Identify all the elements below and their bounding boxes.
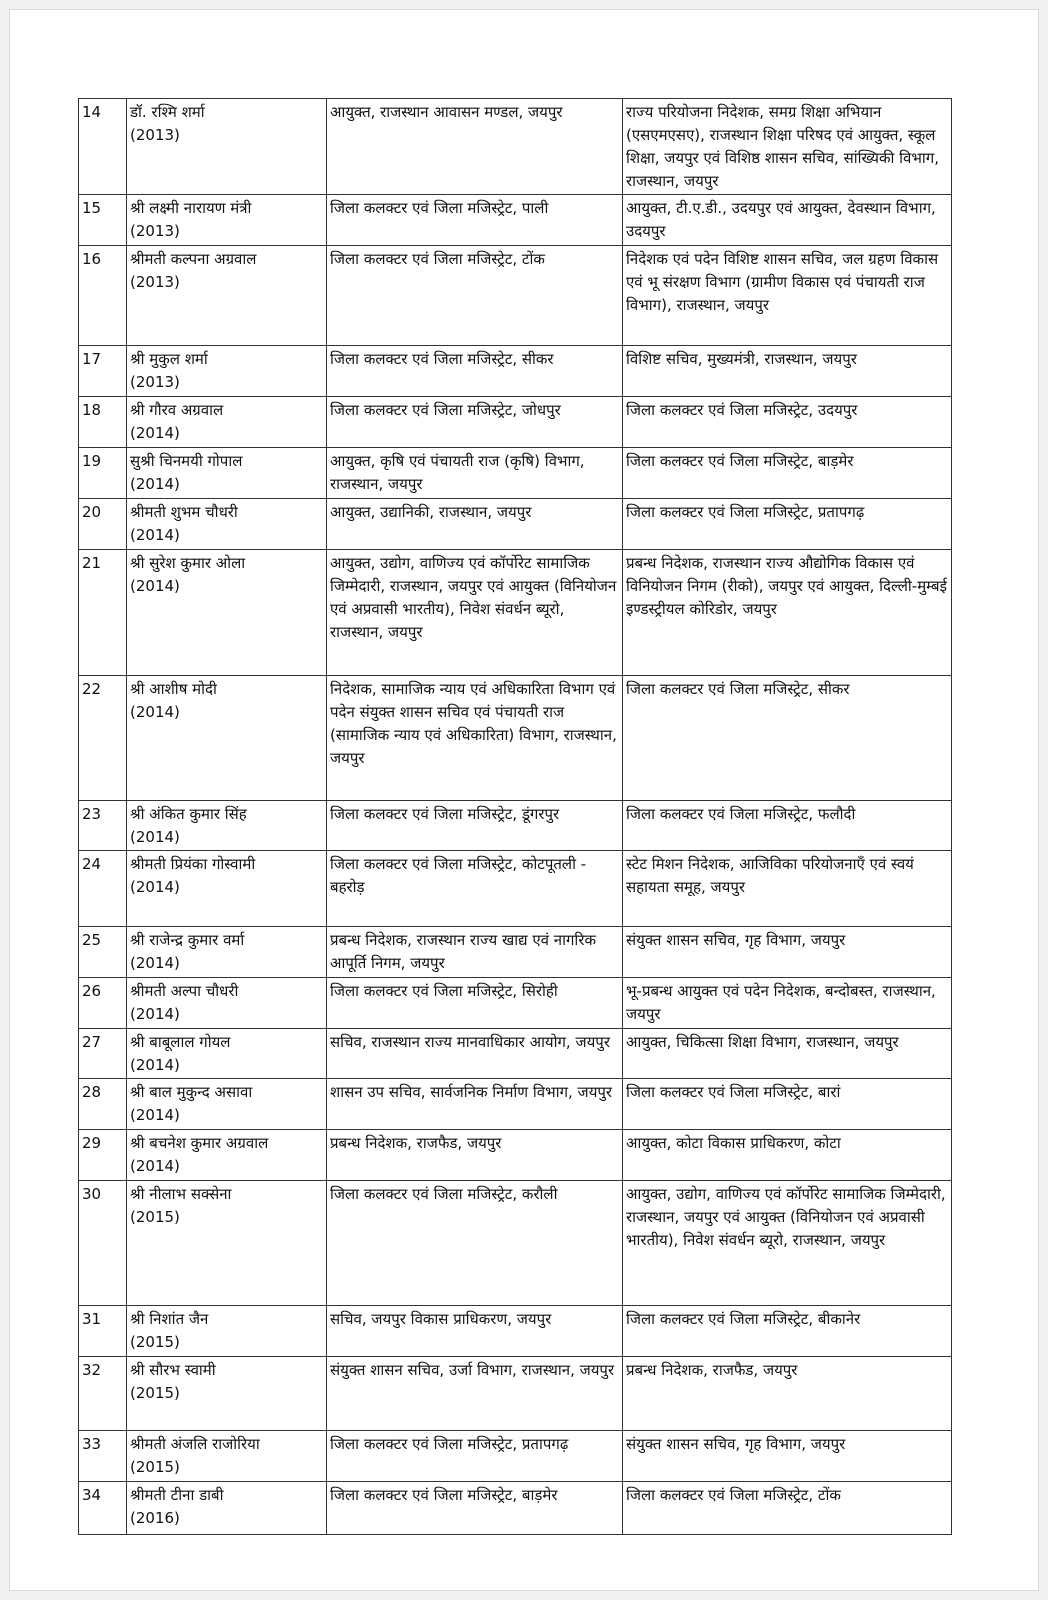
officer-cell (127, 1431, 327, 1482)
serial-number: 18 (79, 397, 127, 448)
table-row (79, 1431, 952, 1482)
serial-number: 26 (79, 978, 127, 1029)
batch-year: (2015) (130, 1384, 180, 1402)
current-posting: जिला कलक्टर एवं जिला मजिस्ट्रेट, जोधपुर (327, 397, 623, 448)
officer-name: श्रीमती कल्पना अग्रवाल (130, 250, 257, 268)
table-row (79, 1357, 952, 1431)
new-posting: विशिष्ट सचिव, मुख्यमंत्री, राजस्थान, जयपुर (623, 346, 952, 397)
officer-name: डॉ. रश्मि शर्मा (130, 103, 205, 121)
table-row (79, 99, 952, 195)
new-posting: जिला कलक्टर एवं जिला मजिस्ट्रेट, फलौदी (623, 801, 952, 851)
new-posting: आयुक्त, उद्योग, वाणिज्य एवं कॉर्पोरेट सामाजिक जिम्मेदारी, राजस्थान, जयपुर एवं आयुक्त (विनियोजन एवं अप्रवासी भारतीय), निवेश संवर्धन ब्यूरो, राजस्थान, जयपुर (623, 1181, 952, 1306)
new-posting: राज्य परियोजना निदेशक, समग्र शिक्षा अभियान (एसएमएसए), राजस्थान शिक्षा परिषद एवं आयुक्त, स्कूल शिक्षा, जयपुर एवं विशिष्ठ शासन सचिव, सांख्यिकी विभाग, राजस्थान, जयपुर (623, 99, 952, 195)
serial-number: 16 (79, 246, 127, 346)
table-row (79, 851, 952, 927)
new-posting: जिला कलक्टर एवं जिला मजिस्ट्रेट, उदयपुर (623, 397, 952, 448)
current-posting: जिला कलक्टर एवं जिला मजिस्ट्रेट, सिरोही (327, 978, 623, 1029)
serial-number: 15 (79, 195, 127, 246)
new-posting: प्रबन्ध निदेशक, राजस्थान राज्य औद्योगिक विकास एवं विनियोजन निगम (रीको), जयपुर एवं आयुक्त, दिल्ली-मुम्बई इण्डस्ट्रीयल कोरिडोर, जयपुर (623, 550, 952, 676)
current-posting: जिला कलक्टर एवं जिला मजिस्ट्रेट, करौली (327, 1181, 623, 1306)
new-posting: स्टेट मिशन निदेशक, आजिविका परियोजनाएँ एवं स्वयं सहायता समूह, जयपुर (623, 851, 952, 927)
officer-cell (127, 499, 327, 550)
table-row (79, 978, 952, 1029)
officer-cell (127, 397, 327, 448)
table-row (79, 499, 952, 550)
officer-cell (127, 346, 327, 397)
current-posting: संयुक्त शासन सचिव, उर्जा विभाग, राजस्थान, जयपुर (327, 1357, 623, 1431)
officer-cell (127, 1130, 327, 1181)
serial-number: 21 (79, 550, 127, 676)
officer-name: श्रीमती अल्पा चौधरी (130, 982, 239, 1000)
officer-name: श्री निशांत जैन (130, 1310, 209, 1328)
officer-cell (127, 676, 327, 801)
officer-name: श्री लक्ष्मी नारायण मंत्री (130, 199, 252, 217)
officer-cell (127, 1482, 327, 1535)
officer-cell (127, 978, 327, 1029)
batch-year: (2014) (130, 878, 180, 896)
officer-name: सुश्री चिनमयी गोपाल (130, 452, 243, 470)
batch-year: (2014) (130, 954, 180, 972)
new-posting: जिला कलक्टर एवं जिला मजिस्ट्रेट, सीकर (623, 676, 952, 801)
serial-number: 34 (79, 1482, 127, 1535)
batch-year: (2013) (130, 222, 180, 240)
officer-name: श्रीमती शुभम चौधरी (130, 503, 238, 521)
officer-name: श्री सुरेश कुमार ओला (130, 554, 246, 572)
officer-name: श्रीमती प्रियंका गोस्वामी (130, 855, 256, 873)
table-row (79, 1482, 952, 1535)
officer-name: श्री राजेन्द्र कुमार वर्मा (130, 931, 245, 949)
officer-cell (127, 448, 327, 499)
officer-name: श्री बाल मुकुन्द असावा (130, 1083, 253, 1101)
table-row (79, 448, 952, 499)
batch-year: (2015) (130, 1333, 180, 1351)
serial-number: 22 (79, 676, 127, 801)
new-posting: निदेशक एवं पदेन विशिष्ट शासन सचिव, जल ग्रहण विकास एवं भू संरक्षण विभाग (ग्रामीण विकास एवं पंचायती राज विभाग), राजस्थान, जयपुर (623, 246, 952, 346)
current-posting: जिला कलक्टर एवं जिला मजिस्ट्रेट, टोंक (327, 246, 623, 346)
new-posting: जिला कलक्टर एवं जिला मजिस्ट्रेट, बीकानेर (623, 1306, 952, 1357)
officer-name: श्री बचनेश कुमार अग्रवाल (130, 1134, 269, 1152)
new-posting: जिला कलक्टर एवं जिला मजिस्ट्रेट, बाड़मेर (623, 448, 952, 499)
officer-name: श्री अंकित कुमार सिंह (130, 805, 247, 823)
officer-cell (127, 1357, 327, 1431)
officer-name: श्री गौरव अग्रवाल (130, 401, 224, 419)
batch-year: (2014) (130, 1056, 180, 1074)
table-row (79, 1130, 952, 1181)
serial-number: 14 (79, 99, 127, 195)
serial-number: 25 (79, 927, 127, 978)
table-row (79, 801, 952, 851)
current-posting: प्रबन्ध निदेशक, राजफैड, जयपुर (327, 1130, 623, 1181)
officer-cell (127, 801, 327, 851)
table-row (79, 676, 952, 801)
batch-year: (2013) (130, 373, 180, 391)
table-row (79, 397, 952, 448)
serial-number: 19 (79, 448, 127, 499)
officer-cell (127, 851, 327, 927)
new-posting: संयुक्त शासन सचिव, गृह विभाग, जयपुर (623, 1431, 952, 1482)
current-posting: जिला कलक्टर एवं जिला मजिस्ट्रेट, पाली (327, 195, 623, 246)
current-posting: जिला कलक्टर एवं जिला मजिस्ट्रेट, डूंगरपुर (327, 801, 623, 851)
officer-cell (127, 1079, 327, 1130)
serial-number: 27 (79, 1029, 127, 1079)
table-row (79, 1079, 952, 1130)
current-posting: निदेशक, सामाजिक न्याय एवं अधिकारिता विभाग एवं पदेन संयुक्त शासन सचिव एवं पंचायती राज (सामाजिक न्याय एवं अधिकारिता) विभाग, राजस्थान, जयपुर (327, 676, 623, 801)
serial-number: 23 (79, 801, 127, 851)
table-row (79, 1306, 952, 1357)
officer-cell (127, 1306, 327, 1357)
officer-cell (127, 99, 327, 195)
serial-number: 32 (79, 1357, 127, 1431)
new-posting: जिला कलक्टर एवं जिला मजिस्ट्रेट, टोंक (623, 1482, 952, 1535)
batch-year: (2014) (130, 1106, 180, 1124)
current-posting: आयुक्त, उद्योग, वाणिज्य एवं कॉर्पोरेट सामाजिक जिम्मेदारी, राजस्थान, जयपुर एवं आयुक्त (विनियोजन एवं अप्रवासी भारतीय), निवेश संवर्धन ब्यूरो, राजस्थान, जयपुर (327, 550, 623, 676)
batch-year: (2014) (130, 703, 180, 721)
table-row (79, 550, 952, 676)
current-posting: जिला कलक्टर एवं जिला मजिस्ट्रेट, प्रतापगढ़ (327, 1431, 623, 1482)
current-posting: जिला कलक्टर एवं जिला मजिस्ट्रेट, कोटपूतली - बहरोड़ (327, 851, 623, 927)
current-posting: प्रबन्ध निदेशक, राजस्थान राज्य खाद्य एवं नागरिक आपूर्ति निगम, जयपुर (327, 927, 623, 978)
officer-cell (127, 1181, 327, 1306)
officer-name: श्री सौरभ स्वामी (130, 1361, 216, 1379)
table-row (79, 1029, 952, 1079)
new-posting: आयुक्त, टी.ए.डी., उदयपुर एवं आयुक्त, देवस्थान विभाग, उदयपुर (623, 195, 952, 246)
officer-cell (127, 246, 327, 346)
batch-year: (2014) (130, 577, 180, 595)
serial-number: 20 (79, 499, 127, 550)
batch-year: (2013) (130, 126, 180, 144)
new-posting: आयुक्त, कोटा विकास प्राधिकरण, कोटा (623, 1130, 952, 1181)
batch-year: (2014) (130, 424, 180, 442)
new-posting: आयुक्त, चिकित्सा शिक्षा विभाग, राजस्थान, जयपुर (623, 1029, 952, 1079)
table-row (79, 1181, 952, 1306)
new-posting: भू-प्रबन्ध आयुक्त एवं पदेन निदेशक, बन्दोबस्त, राजस्थान, जयपुर (623, 978, 952, 1029)
officer-name: श्रीमती टीना डाबी (130, 1486, 224, 1504)
serial-number: 28 (79, 1079, 127, 1130)
batch-year: (2016) (130, 1509, 180, 1527)
transfer-table (78, 98, 952, 1535)
officer-name: श्रीमती अंजलि राजोरिया (130, 1435, 260, 1453)
table-row (79, 346, 952, 397)
batch-year: (2015) (130, 1458, 180, 1476)
officer-cell (127, 550, 327, 676)
current-posting: आयुक्त, कृषि एवं पंचायती राज (कृषि) विभाग, राजस्थान, जयपुर (327, 448, 623, 499)
officer-name: श्री नीलाभ सक्सेना (130, 1185, 232, 1203)
batch-year: (2014) (130, 475, 180, 493)
officer-name: श्री आशीष मोदी (130, 680, 217, 698)
current-posting: जिला कलक्टर एवं जिला मजिस्ट्रेट, सीकर (327, 346, 623, 397)
serial-number: 31 (79, 1306, 127, 1357)
current-posting: आयुक्त, राजस्थान आवासन मण्डल, जयपुर (327, 99, 623, 195)
new-posting: जिला कलक्टर एवं जिला मजिस्ट्रेट, बारां (623, 1079, 952, 1130)
new-posting: प्रबन्ध निदेशक, राजफैड, जयपुर (623, 1357, 952, 1431)
current-posting: सचिव, राजस्थान राज्य मानवाधिकार आयोग, जयपुर (327, 1029, 623, 1079)
batch-year: (2014) (130, 1005, 180, 1023)
batch-year: (2014) (130, 828, 180, 846)
serial-number: 33 (79, 1431, 127, 1482)
serial-number: 17 (79, 346, 127, 397)
serial-number: 24 (79, 851, 127, 927)
officer-cell (127, 927, 327, 978)
table-row (79, 246, 952, 346)
serial-number: 29 (79, 1130, 127, 1181)
new-posting: जिला कलक्टर एवं जिला मजिस्ट्रेट, प्रतापगढ़ (623, 499, 952, 550)
serial-number: 30 (79, 1181, 127, 1306)
batch-year: (2014) (130, 1157, 180, 1175)
current-posting: आयुक्त, उद्यानिकी, राजस्थान, जयपुर (327, 499, 623, 550)
transfer-table-body (79, 99, 952, 1535)
officer-name: श्री मुकुल शर्मा (130, 350, 208, 368)
new-posting: संयुक्त शासन सचिव, गृह विभाग, जयपुर (623, 927, 952, 978)
officer-cell (127, 1029, 327, 1079)
current-posting: शासन उप सचिव, सार्वजनिक निर्माण विभाग, जयपुर (327, 1079, 623, 1130)
batch-year: (2013) (130, 273, 180, 291)
batch-year: (2015) (130, 1208, 180, 1226)
officer-cell (127, 195, 327, 246)
current-posting: जिला कलक्टर एवं जिला मजिस्ट्रेट, बाड़मेर (327, 1482, 623, 1535)
table-row (79, 927, 952, 978)
officer-name: श्री बाबूलाल गोयल (130, 1033, 231, 1051)
table-row (79, 195, 952, 246)
batch-year: (2014) (130, 526, 180, 544)
current-posting: सचिव, जयपुर विकास प्राधिकरण, जयपुर (327, 1306, 623, 1357)
